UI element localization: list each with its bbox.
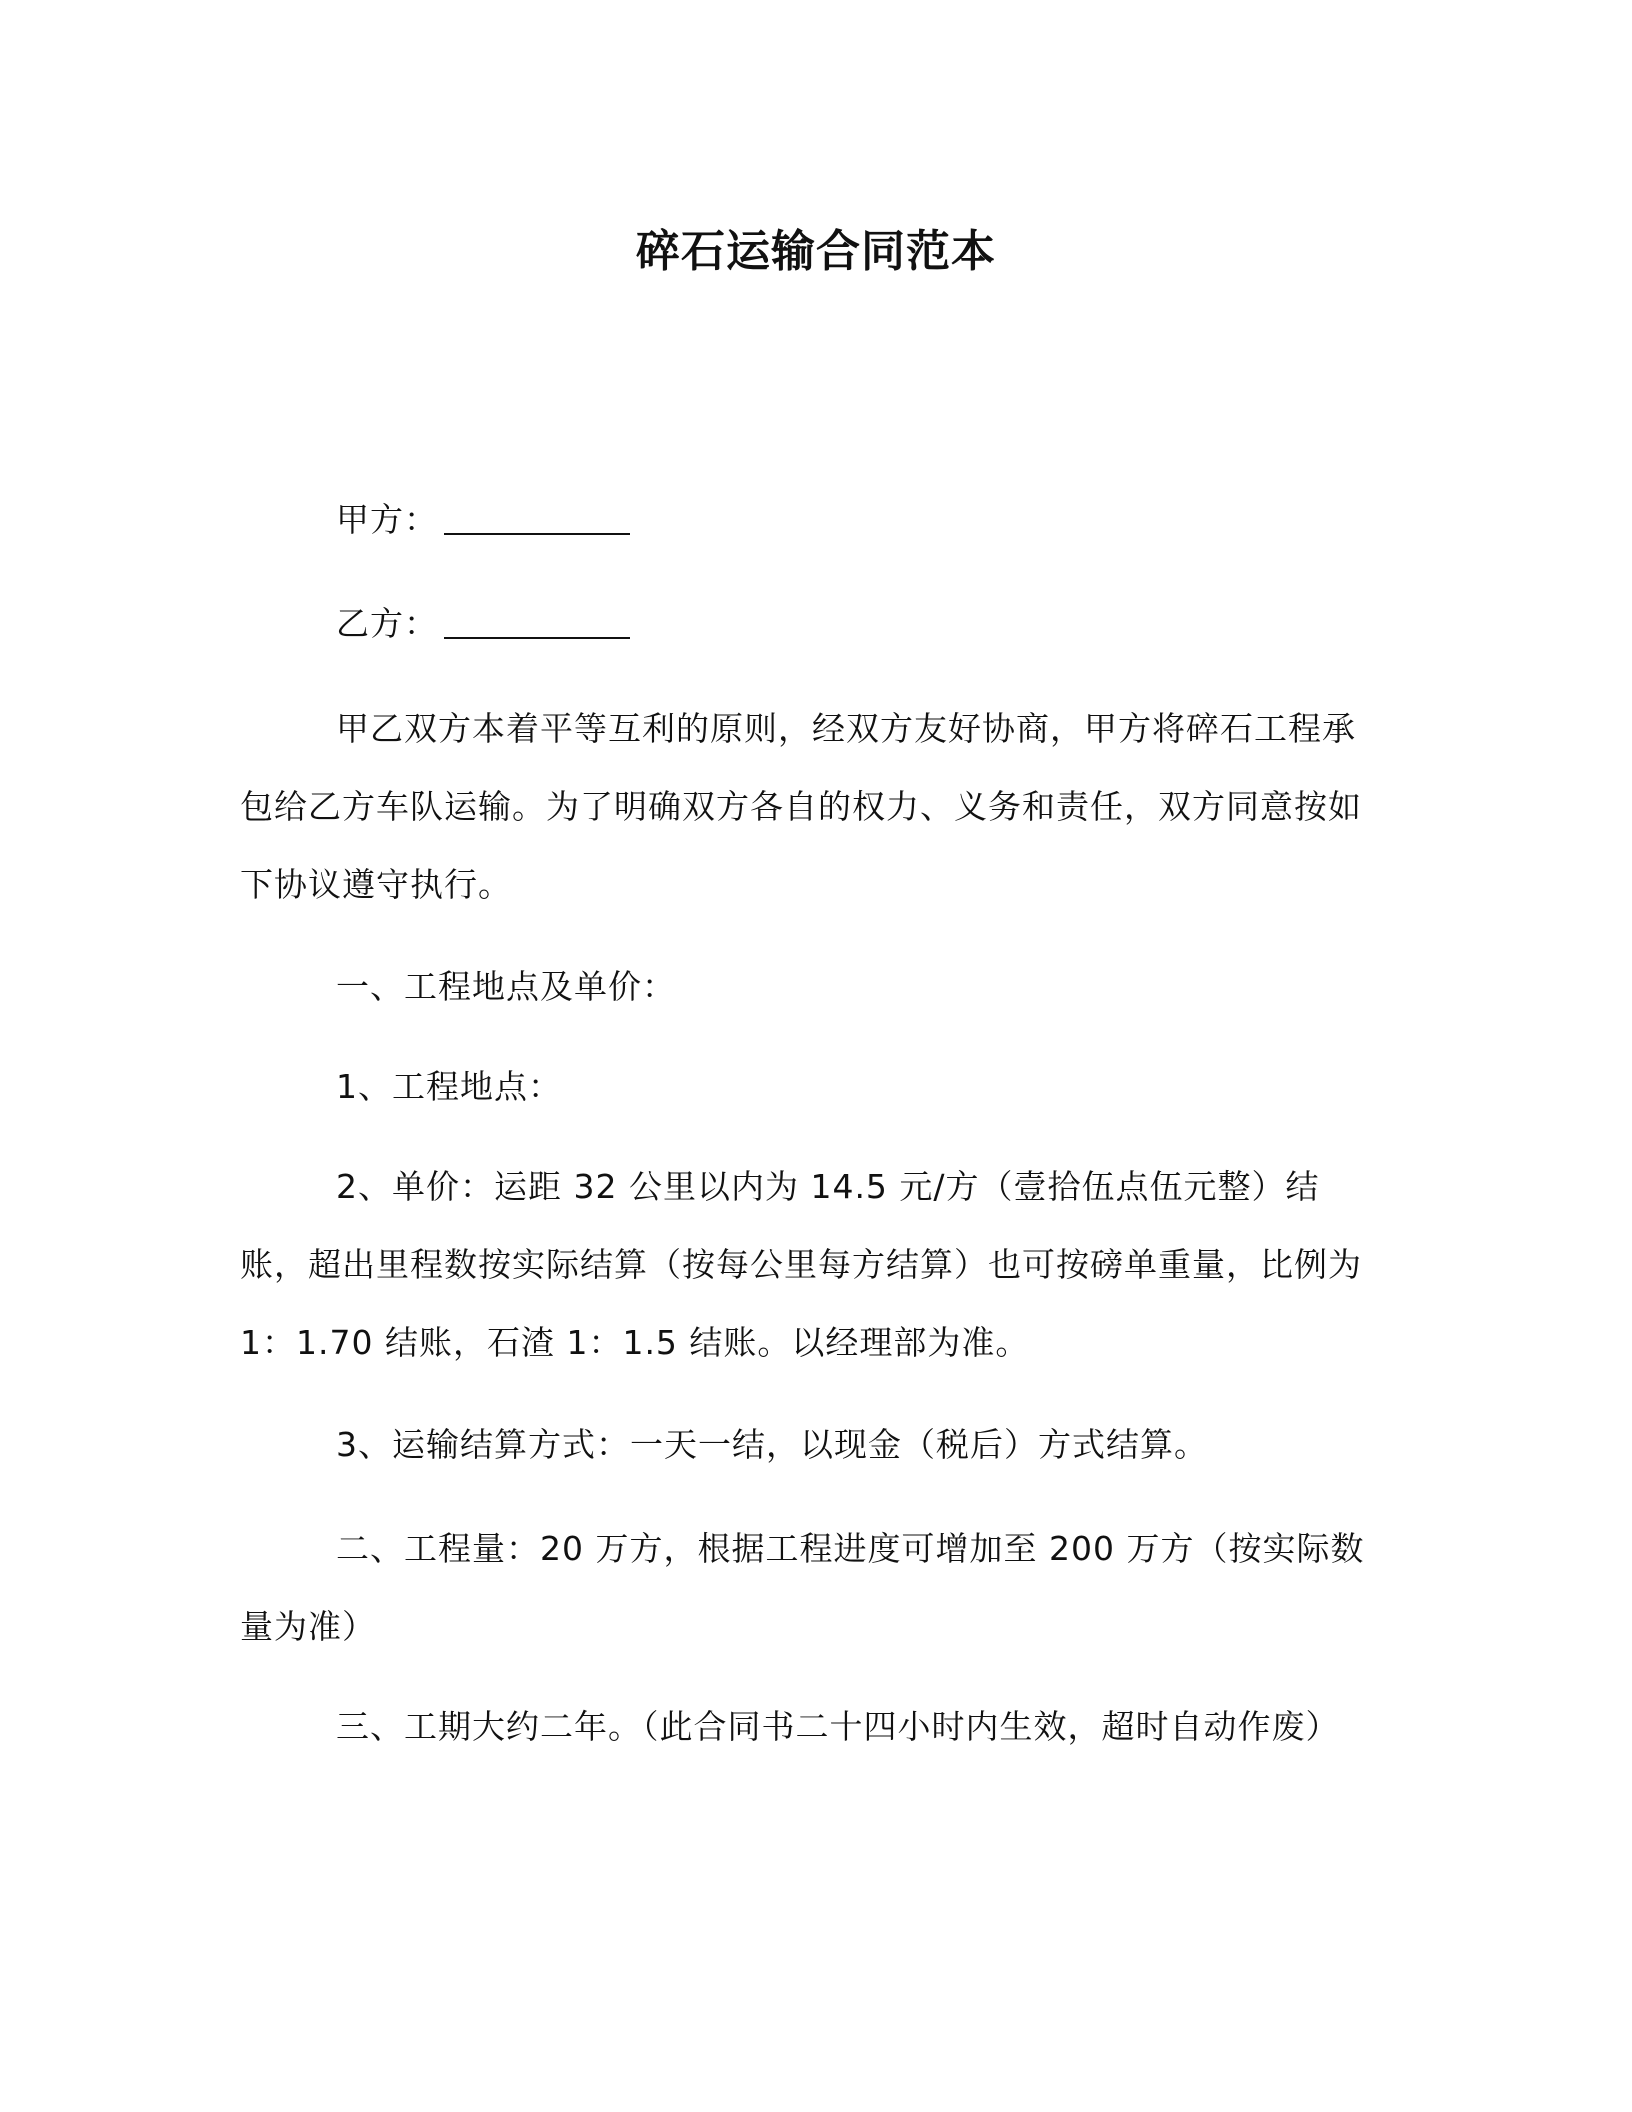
document-title: 碎石运输合同范本 bbox=[636, 226, 996, 277]
party-a-label: 甲方： bbox=[336, 500, 438, 539]
party-b-line bbox=[336, 594, 630, 654]
section-3-duration: 三、工期大约二年。（此合同书二十四小时内生效，超时自动作废） bbox=[336, 1707, 1340, 1746]
party-b-label: 乙方： bbox=[336, 604, 438, 643]
party-a-line bbox=[336, 490, 630, 550]
section-2-quantity: 二、工程量：20 万方，根据工程进度可增加至 200 万方（按实际数量为准） bbox=[240, 1529, 1365, 1646]
intro-paragraph: 甲乙双方本着平等互利的原则，经双方友好协商，甲方将碎石工程承包给乙方车队运输。为了明确双方各自的权力、义务和责任，双方同意按如下协议遵守执行。 bbox=[240, 709, 1362, 904]
party-b-blank bbox=[444, 607, 630, 639]
item-2-unit-price: 2、单价：运距 32 公里以内为 14.5 元/方（壹拾伍点伍元整）结账，超出里程数按实际结算（按每公里每方结算）也可按磅单重量，比例为 1：1.70 结账，石渣 1：1.5 结账。以经理部为准。 bbox=[240, 1167, 1362, 1362]
item-1-location: 1、工程地点： bbox=[336, 1067, 562, 1106]
item-3-settlement: 3、运输结算方式：一天一结，以现金（税后）方式结算。 bbox=[336, 1425, 1208, 1464]
party-a-blank bbox=[444, 503, 630, 535]
section-1-heading: 一、工程地点及单价： bbox=[336, 967, 676, 1006]
